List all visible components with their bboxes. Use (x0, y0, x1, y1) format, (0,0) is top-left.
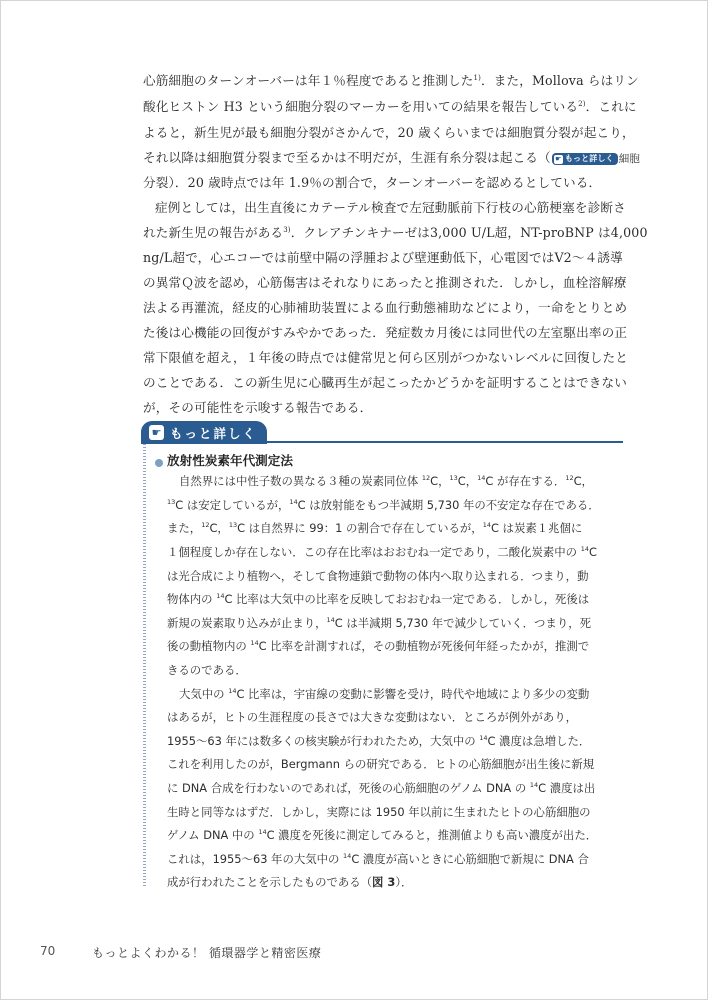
body-line: 酸化ヒストン H3 という細胞分裂のマーカーを用いての結果を報告している$^{2)}$．これに (143, 99, 637, 114)
box-line: 1955～63 年には数多くの核実験が行われたため，大気中の $^{14}$C 濃度は急増した． (167, 734, 591, 748)
box-line: これを利用したのが，Bergmann らの研究である．ヒトの心筋細胞が出生後に新規 (167, 757, 595, 771)
box-line: 大気中の $^{14}$C 比率は，宇宙線の変動に影響を受け，時代や地域により多少の変動 (179, 687, 590, 701)
box-line: 物体内の $^{14}$C 比率は大気中の比率を反映しておおむね一定である．しかし，死後は (167, 592, 590, 606)
box-line: ゲノム DNA 中の $^{14}$C 濃度を死後に測定してみると，推測値よりも高い濃度が出た． (167, 828, 598, 842)
page-number: 70 (40, 944, 56, 958)
box-line: また，$^{12}$C，$^{13}$C は自然界に 99：1 の割合で存在しているが，$^{14}$C は炭素１兆個に (167, 521, 583, 535)
box-line: 自然界には中性子数の異なる３種の炭素同位体 $^{12}$C，$^{13}$C，$^{14}$C が存在する．$^{12}$C， (179, 474, 593, 488)
box-line: 後の動植物内の $^{14}$C 比率を計測すれば，その動植物が死後何年経ったかが，推測で (167, 639, 590, 653)
box-line: 新規の炭素取り込みが止まり，$^{14}$C は半減期 5,730 年で減少していく．つまり，死 (167, 616, 591, 630)
body-line: 心筋細胞のターンオーバーは年１％程度であると推測した$^{1)}$．また，Mollova らはリン (143, 73, 639, 88)
body-line: のことである．この新生児に心臓再生が起こったかどうかを証明することはできない (143, 375, 628, 390)
more-detail-tab (141, 421, 267, 444)
box-top-rule (267, 441, 623, 443)
body-line: ng/L超で，心エコーでは前壁中隔の浮腫および壁運動低下，心電図ではV2～４誘導 (143, 250, 623, 265)
more-detail-tab-label: もっと詳しく (170, 425, 258, 441)
box-line: に DNA 合成を行わないのであれば，死後の心筋細胞のゲノム DNA の $^{14}$C 濃度は出 (167, 781, 596, 795)
section-bullet (155, 459, 163, 467)
box-line: は光合成により植物へ，そして食物連鎖で動物の体内へ取り込まれる．つまり，動 (167, 569, 589, 583)
hand-pointer-icon: ☛ (149, 425, 164, 440)
box-line: $^{13}$C は安定しているが，$^{14}$C は放射能をもつ半減期 5,730 年の不安定な存在である． (167, 498, 600, 512)
body-line: 分裂）．20 歳時点では年 1.9％の割合で，ターンオーバーを認めるとしている． (143, 175, 602, 190)
box-line: はあるが，ヒトの生涯程度の長さでは大きな変動はない．ところが例外があり， (167, 710, 578, 724)
body-line: それ以降は細胞質分裂まで至るかは不明だが，生涯有糸分裂は起こる（ ☛ もっと詳しく 細胞 (143, 150, 641, 165)
body-line: 症例としては，出生直後にカテーテル検査で左冠動脈前下行枝の心筋梗塞を診断さ (155, 200, 626, 215)
body-line: 法よる再灌流，経皮的心肺補助装置による血行動態補助などにより，一命をとりとめ (143, 300, 628, 315)
box-side-rule (143, 444, 146, 886)
more-detail-link[interactable]: ☛ もっと詳しく (552, 153, 618, 165)
body-line: の異常Ｑ波を認め，心筋傷害はそれなりにあったと推測された．しかし，血栓溶解療 (143, 275, 627, 290)
box-line: きるのである． (167, 663, 247, 677)
body-line: 常下限値を超え，１年後の時点では健常児と何ら区別がつかないレベルに回復したと (143, 350, 629, 365)
box-subtitle: 放射性炭素年代測定法 (167, 453, 293, 468)
body-line: よると，新生児が最も細胞分裂がさかんで，20 歳くらいまでは細胞質分裂が起こり， (143, 125, 635, 140)
body-line: た後は心機能の回復がすみやかであった．発症数カ月後には同世代の左室駆出率の正 (143, 325, 628, 340)
box-line: 生時と同等なはずだ．しかし，実際には 1950 年以前に生まれたヒトの心筋細胞の (167, 805, 591, 819)
box-line: 成が行われたことを示したものである（図 3）． (167, 875, 413, 889)
body-line: が，その可能性を示唆する報告である． (143, 400, 373, 415)
hand-pointer-icon: ☛ (555, 155, 562, 163)
body-line: れた新生児の報告がある$^{3)}$．クレアチンキナーゼは3,000 U/L超，NT-proBNP は4,000 (143, 225, 648, 240)
figure-reference: 図 3 (372, 875, 396, 889)
box-line: １個程度しか存在しない．この存在比率はおおむね一定であり，二酸化炭素中の $^{14}$C (167, 545, 597, 559)
box-line: これは，1955～63 年の大気中の $^{14}$C 濃度が高いときに心筋細胞で新規に DNA 合 (167, 852, 589, 866)
running-footer-title: もっとよくわかる！ 循環器学と精密医療 (92, 946, 322, 960)
